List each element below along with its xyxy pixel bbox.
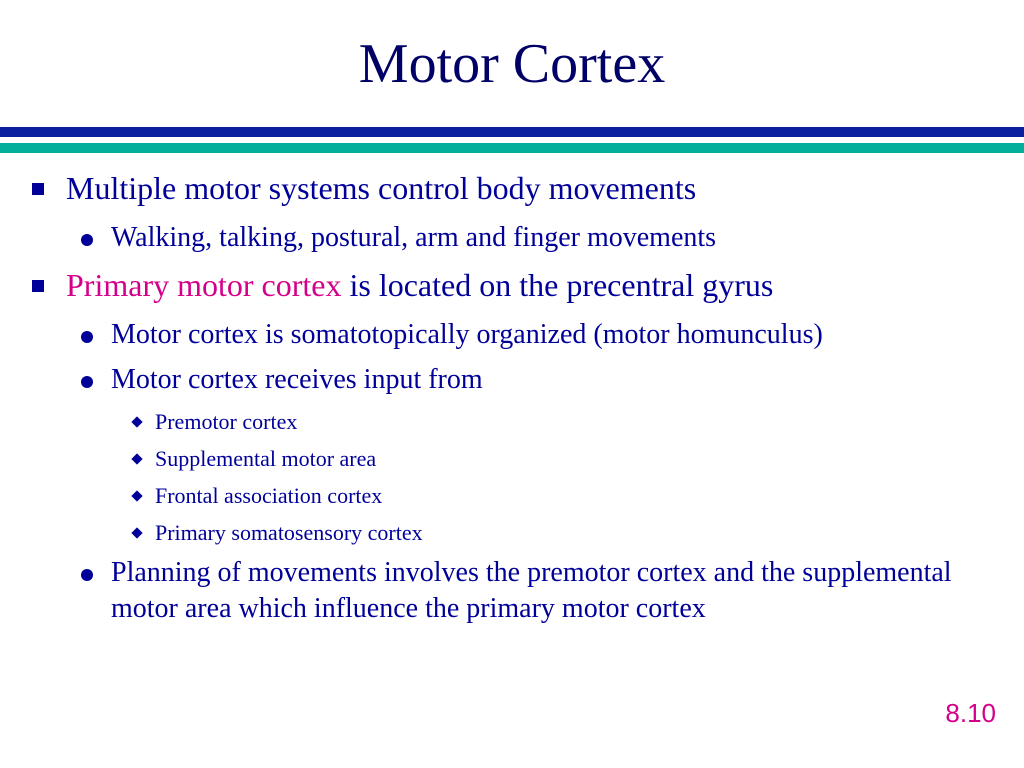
bullet-item — [0, 168, 1006, 208]
sub-sub-bullet-item — [0, 481, 995, 511]
round-bullet-icon — [81, 569, 93, 581]
sub-sub-bullet-text: Supplemental motor area — [155, 446, 377, 471]
square-bullet-icon — [32, 183, 44, 195]
sub-sub-bullet-text: Primary somatosensory cortex — [155, 520, 423, 545]
diamond-bullet-icon — [131, 527, 142, 538]
sub-bullet-text: Planning of movements involves the premotor cortex and the supplemental motor area which influence the primary motor cortex — [111, 557, 952, 624]
sub-bullet-text: Motor cortex receives input from — [111, 364, 483, 395]
diamond-bullet-icon — [131, 490, 142, 501]
title-rule-teal — [0, 143, 1024, 153]
sub-bullet-item — [0, 317, 991, 353]
sub-bullet-item — [0, 220, 991, 256]
diamond-bullet-icon — [131, 416, 142, 427]
bullet-item — [0, 265, 1006, 305]
sub-bullet-item — [0, 555, 991, 627]
slide-number: 8.10 — [945, 698, 996, 728]
sub-sub-bullet-text: Frontal association cortex — [155, 483, 383, 508]
round-bullet-icon — [81, 376, 93, 388]
bullet-text: Multiple motor systems control body movements — [66, 170, 697, 206]
slide-title: Motor Cortex — [358, 33, 666, 95]
sub-sub-bullet-item — [0, 407, 995, 437]
sub-bullet-text: Walking, talking, postural, arm and finger movements — [111, 222, 717, 253]
round-bullet-icon — [81, 234, 93, 246]
sub-bullet-text: Motor cortex is somatotopically organized (motor homunculus) — [111, 319, 823, 350]
bullet-list — [0, 168, 1024, 636]
round-bullet-icon — [81, 331, 93, 343]
bullet-text: is located on the precentral gyrus — [341, 267, 774, 303]
square-bullet-icon — [32, 280, 44, 292]
sub-sub-bullet-item — [0, 444, 995, 474]
sub-bullet-item — [0, 362, 991, 398]
diamond-bullet-icon — [131, 453, 142, 464]
sub-sub-bullet-item — [0, 518, 995, 548]
sub-sub-bullet-text: Premotor cortex — [155, 409, 298, 434]
highlighted-term: Primary motor cortex — [66, 267, 342, 303]
title-rule-blue — [0, 127, 1024, 137]
